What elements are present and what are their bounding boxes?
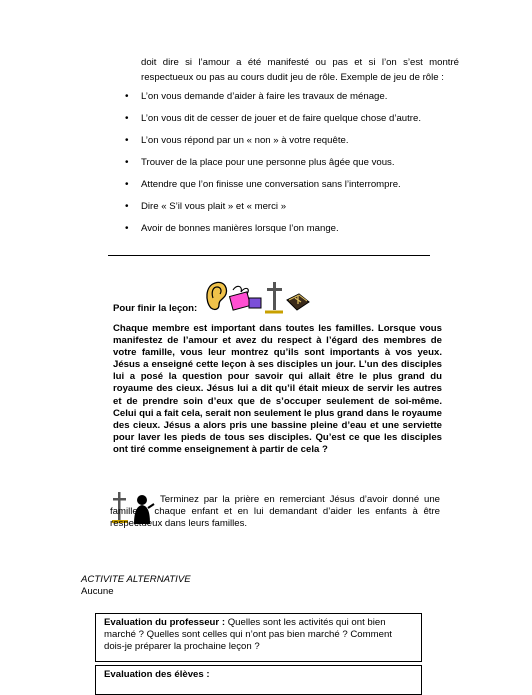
alternative-activity-value: Aucune <box>81 586 114 597</box>
ear-icon <box>207 282 227 309</box>
teacher-evaluation-box <box>95 613 422 662</box>
teacher-evaluation-text: Quelles sont les activités qui ont bien marché ? Quelles sont celles qui n’ont pas bien marché ? Comment dois-je préparer la prochaine leçon ? <box>104 617 392 652</box>
bible-icon <box>287 294 309 310</box>
prayer-text: Terminez par la prière en remerciant Jésus d’avoir donné une famille à chaque enfant et en lui demandant d’aider les enfants à être respectueux dans leurs familles. <box>110 494 440 529</box>
lesson-icons <box>203 278 311 314</box>
list-item: • L’on vous dit de cesser de jouer et de faire quelque chose d’autre. <box>125 113 455 135</box>
section-divider <box>108 255 430 256</box>
teacher-evaluation-label: Evaluation du professeur : <box>104 617 226 628</box>
list-item: • L’on vous demande d’aider à faire les travaux de ménage. <box>125 91 455 113</box>
list-item: • Avoir de bonnes manières lorsque l’on mange. <box>125 223 455 245</box>
intro-paragraph: doit dire si l’amour a été manifesté ou pas et si l’on s’est montré respectueux ou pas au cours dudit jeu de rôle. Exemple de jeu de rôle : <box>141 57 459 83</box>
list-item: • L’on vous répond par un « non » à votre requête. <box>125 135 455 157</box>
gift-icon <box>229 286 261 310</box>
conclusion-text: Chaque membre est important dans toutes les familles. Lorsque vous manifestez de l’amour et avez du respect à l’égard des membres de votre famille, vous leur montrez qu’ils sont importants à vos yeux. Jésus a enseigné cette leçon à ses disciples un jour. L’un des disciples lui a posé la question pour savoir qui allait être le plus grand du royaume des cieux. Jésus lui a dit qu’il était mieux de servir les autres et de prendre soin d’eux que de s’occuper seulement de soi-même. Celui qui a fait cela, serait non seulement le plus grand dans le royaume des cieux. Jésus a alors pris une bassine pleine d’eau et une serviette pour laver les pieds de tous ses disciples. Qu’est ce que les disciples ont tiré comme enseignement à partir de cela ? <box>113 323 442 455</box>
list-item: • Dire « S’il vous plait » et « merci » <box>125 201 455 223</box>
roleplay-list <box>125 91 455 245</box>
list-item: • Attendre que l’on finisse une conversation sans l’interrompre. <box>125 179 455 201</box>
student-evaluation-box <box>95 665 422 695</box>
cross-icon <box>265 282 283 312</box>
alternative-activity-title: ACTIVITE ALTERNATIVE <box>81 574 191 585</box>
student-evaluation-label: Evaluation des élèves : <box>104 669 210 680</box>
conclusion-label: Pour finir la leçon: <box>113 303 198 314</box>
list-item: • Trouver de la place pour une personne plus âgée que vous. <box>125 157 455 179</box>
